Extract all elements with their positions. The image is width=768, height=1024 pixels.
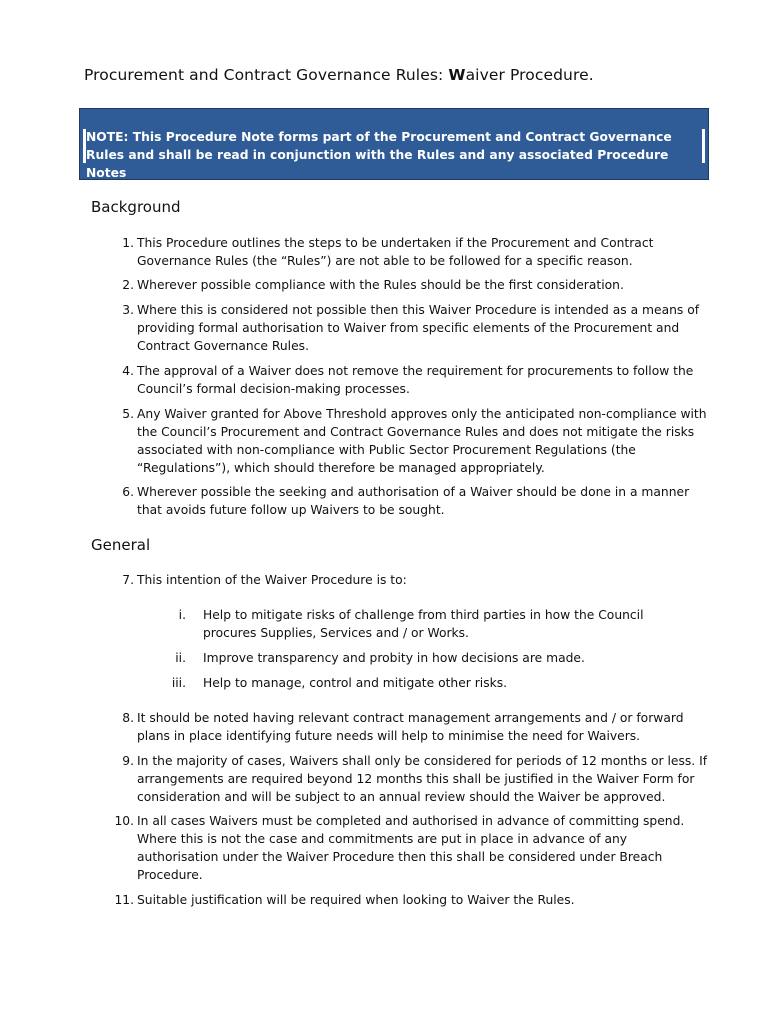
heading-general: General: [91, 536, 151, 554]
note-box: [79, 108, 709, 180]
page-title: Procurement and Contract Governance Rules: Waiver Procedure.: [84, 66, 594, 84]
note-text: NOTE: This Procedure Note forms part of the Procurement and Contract Governance Rules and shall be read in conjunction with the Rules and any associated Procedure Notes: [86, 130, 672, 180]
heading-background: Background: [91, 198, 181, 216]
note-right-bar: [702, 129, 705, 163]
